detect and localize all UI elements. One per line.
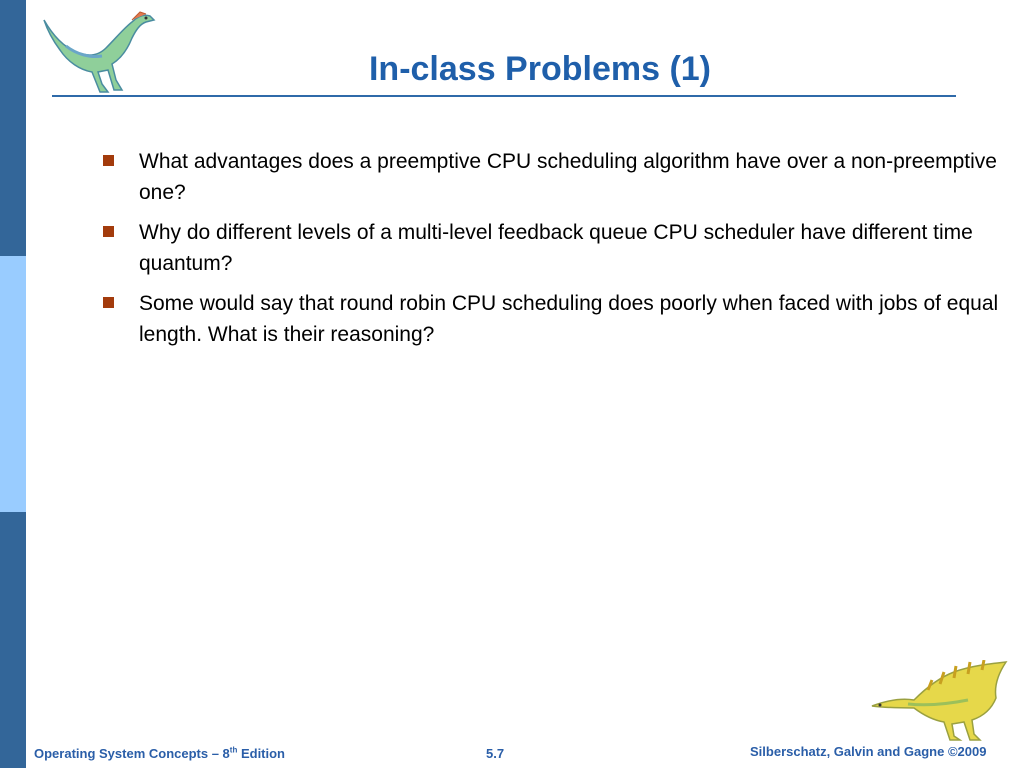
list-item xyxy=(100,146,1010,208)
footer-copyright: Silberschatz, Galvin and Gagne ©2009 xyxy=(750,744,987,759)
square-bullet-icon xyxy=(103,226,114,237)
bullet-list xyxy=(100,146,1010,359)
footer-course-title: Operating System Concepts – 8th Edition xyxy=(34,745,286,761)
page-title: In-class Problems (1) xyxy=(368,50,711,88)
dinosaur-icon xyxy=(36,6,158,96)
square-bullet-icon xyxy=(103,155,114,166)
side-stripe-top xyxy=(0,0,26,256)
square-bullet-icon xyxy=(103,297,114,308)
bullet-text: Some would say that round robin CPU scheduling does poorly when faced with jobs of equal length. What is their reasoning? xyxy=(139,292,999,346)
side-stripe-bottom xyxy=(0,512,26,768)
bullet-text: What advantages does a preemptive CPU scheduling algorithm have over a non-preemptive one? xyxy=(139,150,997,204)
side-stripe-middle xyxy=(0,256,26,512)
dinosaur-icon xyxy=(868,660,1018,742)
bullet-text: Why do different levels of a multi-level feedback queue CPU scheduler have different time quantum? xyxy=(139,221,973,275)
list-item xyxy=(100,217,1010,279)
list-item xyxy=(100,288,1010,350)
title-divider xyxy=(52,95,956,97)
footer-page-number: 5.7 xyxy=(486,746,505,761)
